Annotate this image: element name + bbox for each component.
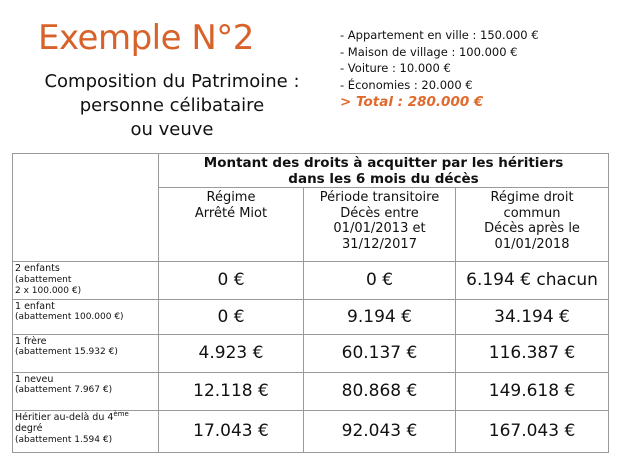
value-cell: 17.043 € (159, 410, 304, 452)
row-label-heir (15, 409, 156, 424)
value-cell: 116.387 € (456, 334, 609, 372)
row-label (13, 410, 159, 452)
column-header-line: Arrêté Miot (194, 205, 268, 221)
value-cell: 80.868 € (304, 372, 456, 410)
value-cell: 60.137 € (304, 334, 456, 372)
column-header-common-law (456, 188, 609, 262)
row-label-heir: 1 neveu (15, 373, 54, 385)
subtitle-line: personne célibataire (79, 95, 265, 116)
header-line: Montant des droits à acquitter par les héritiers (203, 154, 564, 171)
value-cell: 149.618 € (456, 372, 609, 410)
column-header-line: Décès entre (340, 205, 419, 221)
row-label-allowance: (abattement 7.967 €) (15, 385, 113, 395)
table-main-header (159, 154, 609, 188)
table-row (13, 299, 609, 334)
column-header-line: Régime (206, 190, 256, 205)
value-cell: 34.194 € (456, 299, 609, 334)
value-cell: 0 € (159, 299, 304, 334)
composition-subtitle (22, 70, 322, 142)
value-cell: 0 € (304, 262, 456, 300)
table-row (13, 334, 609, 372)
row-label (13, 334, 159, 372)
row-label (13, 262, 159, 300)
row-label-allowance: (abattement 100.000 €) (15, 312, 124, 322)
value-cell: 0 € (159, 262, 304, 300)
asset-item: - Voiture : 10.000 € (340, 61, 451, 75)
asset-item: - Économies : 20.000 € (340, 77, 473, 92)
column-header-line: 01/01/2013 et (333, 221, 426, 236)
asset-item: - Appartement en ville : 150.000 € (340, 28, 539, 42)
value-cell: 6.194 € chacun (456, 262, 609, 300)
column-header-line: 01/01/2018 (494, 236, 570, 252)
row-label-heir: 2 enfants (15, 263, 60, 274)
column-header-line: Régime droit (490, 190, 574, 205)
table-corner-cell (13, 154, 159, 262)
value-cell: 9.194 € (304, 299, 456, 334)
row-label-heir: 1 enfant (15, 300, 55, 312)
row-label-allowance: (abattement 1.594 €) (15, 434, 113, 445)
assets-list (340, 27, 539, 111)
column-header-line: Décès après le (484, 221, 580, 236)
row-label-heir-text: Héritier au-delà du 4 (15, 411, 114, 423)
column-header-line: Période transitoire (319, 190, 440, 205)
row-label-superscript: ème (113, 409, 129, 418)
row-label-allowance: (abattement 15.932 €) (15, 347, 118, 357)
row-label (13, 372, 159, 410)
table-row (13, 410, 609, 452)
asset-item: - Maison de village : 100.000 € (340, 44, 518, 59)
column-header-line: 31/12/2017 (342, 236, 417, 252)
value-cell: 4.923 € (159, 334, 304, 372)
assets-total: > Total : 280.000 € (340, 94, 484, 110)
value-cell: 92.043 € (304, 410, 456, 452)
table-header-row (13, 154, 609, 188)
column-header-transition (304, 188, 456, 262)
subtitle-line: Composition du Patrimoine : (44, 71, 300, 92)
subtitle-line: ou veuve (130, 119, 214, 140)
header-line: dans les 6 mois du décès (288, 170, 479, 187)
row-label-heir-text: degré (15, 423, 43, 434)
inheritance-tax-table (12, 153, 609, 453)
column-header-line: commun (503, 205, 561, 221)
row-label-heir: 1 frère (15, 335, 47, 347)
value-cell: 167.043 € (456, 410, 609, 452)
page-title: Exemple N°2 (38, 18, 254, 58)
row-label-allowance: (abattement (15, 274, 72, 285)
column-header-miot (159, 188, 304, 262)
table-row (13, 262, 609, 300)
row-label (13, 299, 159, 334)
row-label-allowance: 2 x 100.000 €) (15, 286, 82, 296)
table-row (13, 372, 609, 410)
value-cell: 12.118 € (159, 372, 304, 410)
